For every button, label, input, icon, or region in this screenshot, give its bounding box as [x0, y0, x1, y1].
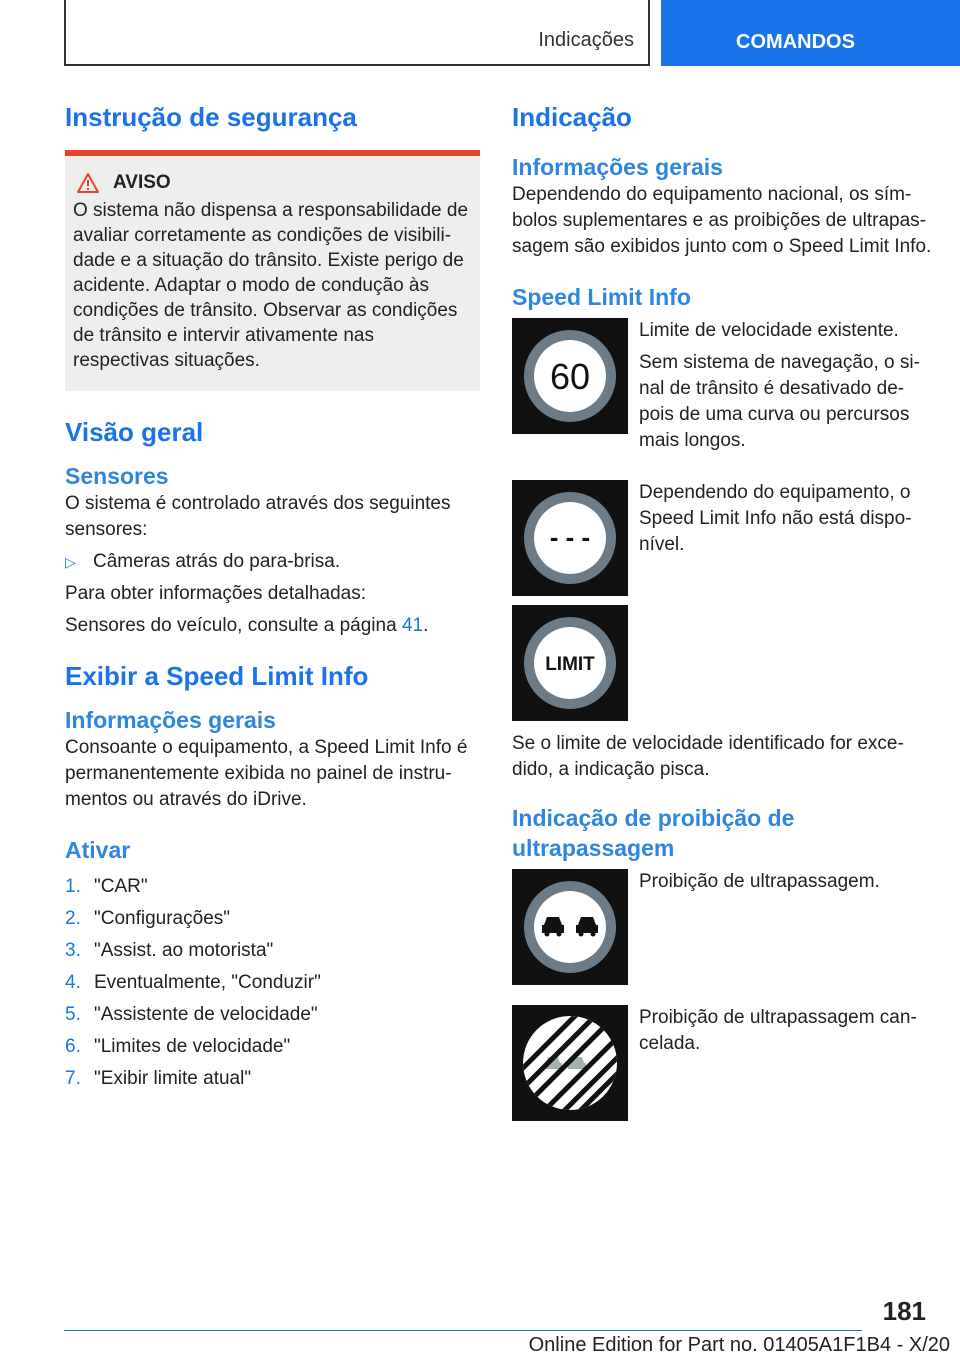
unavailable-dashes: - - - — [549, 522, 591, 552]
header-chapter-tab[interactable]: COMANDOS — [661, 0, 960, 66]
right-column — [512, 100, 932, 1121]
bullet-triangle-icon: ▷ — [65, 554, 76, 570]
unavailable-sign — [512, 480, 628, 596]
step-item: 2. "Configurações" — [65, 908, 231, 929]
sli-dash-row — [512, 480, 932, 596]
sensors-reference — [65, 613, 480, 639]
no-passing-end-row — [512, 1005, 932, 1121]
no-passing-end-text: Proibição de ultrapassagem cancelada. — [639, 1007, 917, 1054]
speed-limit-sign — [512, 318, 628, 434]
left-column — [65, 100, 480, 1095]
limit-label: LIMIT — [545, 654, 595, 675]
sli-speed-text — [639, 318, 932, 460]
heading-sensors: Sensores — [65, 463, 169, 489]
sensors-bullet — [65, 549, 480, 575]
heading-sli: Speed Limit Info — [512, 284, 691, 310]
warning-box — [65, 150, 480, 391]
sli-text-2: Sem sistema de navegação, o sinal de trânsito é desativado depois de uma curva ou percursos mais longos. — [639, 352, 920, 451]
step-item: 7. "Exibir limite atual" — [65, 1068, 252, 1089]
header-section-title: Indicações — [538, 29, 634, 51]
heading-general-info: Informações gerais — [65, 707, 276, 733]
heading-display: Indicação — [512, 102, 632, 132]
no-passing-row — [512, 869, 932, 985]
step-item: 3. "Assist. ao motorista" — [65, 940, 274, 961]
footer-edition: Online Edition for Part no. 01405A1F1B4 - X/20 — [528, 1334, 950, 1356]
step-item: 6. "Limites de velocidade" — [65, 1036, 291, 1057]
no-passing-end-sign — [512, 1005, 628, 1121]
warning-triangle-icon — [77, 173, 99, 193]
footer-divider — [64, 1330, 862, 1331]
sli-speed-row — [512, 318, 932, 460]
speed-limit-value: 60 — [549, 356, 591, 397]
sli-text-1: Limite de velocidade existente. — [639, 320, 899, 341]
sli-dash-text — [639, 480, 932, 596]
no-passing-text-block — [639, 869, 880, 985]
heading-no-passing: Indicação de proibição de ultrapassagem — [512, 805, 795, 861]
page-number: 181 — [882, 1296, 926, 1326]
details-text: Para obter informações detalhadas: — [65, 583, 367, 604]
dash-text: Dependendo do equipamento, o Speed Limit Info não está disponível. — [639, 482, 912, 555]
no-passing-text: Proibição de ultrapassagem. — [639, 871, 880, 892]
sensors-ref-end: . — [423, 615, 429, 636]
warning-header — [73, 172, 470, 194]
activate-steps — [65, 871, 480, 1095]
step-item: 5. "Assistente de velocidade" — [65, 1004, 318, 1025]
no-passing-end-text-block — [639, 1005, 932, 1121]
sensors-text: O sistema é controlado através dos seguintes sensores: — [65, 493, 451, 540]
heading-overview: Visão geral — [65, 417, 204, 447]
warning-text: O sistema não dispensa a responsabilidade de avaliar corretamente as condições de visibilidade e a situação do trânsito. Existe perigo de acidente. Adaptar o modo de condução às condições de trânsito. Observar as condições de trânsito e intervir ativamente nas respectivas situações. — [73, 200, 469, 371]
step-item: 4. Eventualmente, "Conduzir" — [65, 972, 321, 993]
heading-activate: Ativar — [65, 837, 131, 863]
limit-sign — [512, 605, 628, 721]
page-link[interactable]: 41 — [401, 615, 424, 636]
warning-label: AVISO — [113, 172, 171, 193]
heading-safety: Instrução de segurança — [65, 102, 357, 132]
general-text-right: Dependendo do equipamento nacional, os símbolos suplementares e as proibições de ultrapassagem são exibidos junto com o Speed Limit Info. — [512, 184, 932, 257]
no-passing-sign — [512, 869, 628, 985]
exceed-text: Se o limite de velocidade identificado for excedido, a indicação pisca. — [512, 733, 904, 780]
header-section-box — [64, 0, 650, 66]
sensors-ref-text: Sensores do veículo, consulte a página — [65, 615, 402, 636]
general-text: Consoante o equipamento, a Speed Limit Info é permanentemente exibida no painel de instrumentos ou através do iDrive. — [65, 737, 468, 810]
heading-show-sli: Exibir a Speed Limit Info — [65, 661, 369, 691]
sensors-bullet-text: Câmeras atrás do para-brisa. — [93, 551, 341, 572]
step-item: 1. "CAR" — [65, 876, 148, 897]
heading-general-info-right: Informações gerais — [512, 154, 723, 180]
